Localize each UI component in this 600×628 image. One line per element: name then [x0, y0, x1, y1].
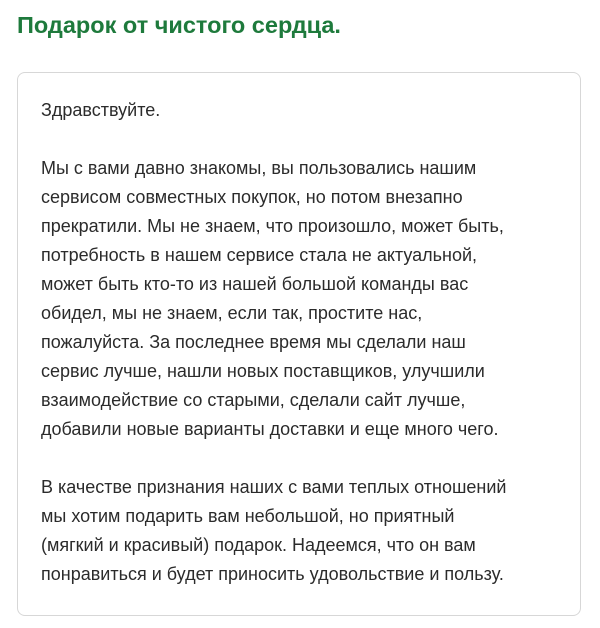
paragraph-2-line: (мягкий и красивый) подарок. Надеемся, что он вам	[41, 535, 476, 555]
page-title: Подарок от чистого сердца.	[17, 12, 341, 38]
paragraph-1-line: сервисом совместных покупок, но потом внезапно	[41, 187, 463, 207]
paragraph-1-line: добавили новые варианты доставки и еще много чего.	[41, 419, 499, 439]
paragraph-2-line: понравиться и будет приносить удовольствие и пользу.	[41, 564, 504, 584]
paragraph-1-line: потребность в нашем сервисе стала не актуальной,	[41, 245, 478, 265]
paragraph-1-line: прекратили. Мы не знаем, что произошло, может быть,	[41, 216, 504, 236]
paragraph-1-line: обидел, мы не знаем, если так, простите нас,	[41, 303, 423, 323]
paragraph-1-line: Мы с вами давно знакомы, вы пользовались нашим	[41, 158, 477, 178]
paragraph-1-line: взаимодействие со старыми, сделали сайт лучше,	[41, 390, 466, 410]
paragraph-2-line: В качестве признания наших с вами теплых отношений	[41, 477, 507, 497]
message-body	[41, 96, 571, 589]
paragraph-1-line: сервис лучше, нашли новых поставщиков, улучшили	[41, 361, 485, 381]
paragraph-2-line: мы хотим подарить вам небольшой, но приятный	[41, 506, 455, 526]
message-card	[17, 72, 581, 616]
paragraph-1-line: пожалуйста. За последнее время мы сделали наш	[41, 332, 466, 352]
greeting-text: Здравствуйте.	[41, 100, 161, 120]
paragraph-1-line: может быть кто-то из нашей большой команды вас	[41, 274, 469, 294]
